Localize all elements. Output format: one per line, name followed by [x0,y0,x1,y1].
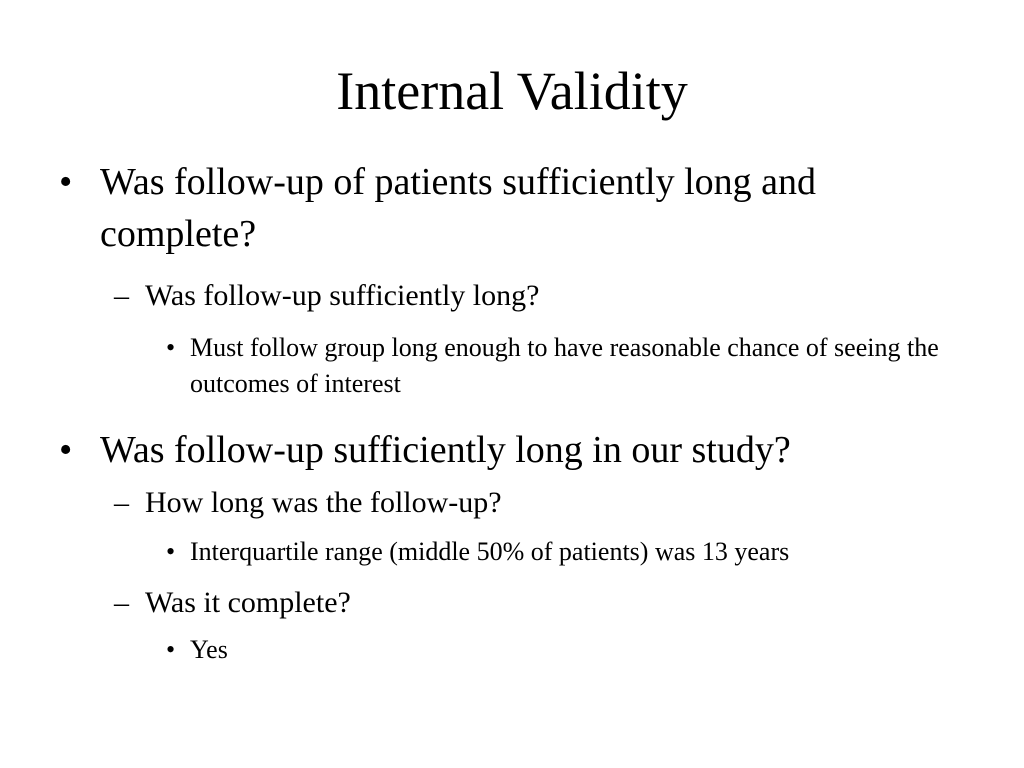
bullet-marker: • [166,635,176,664]
bullet-marker: • [166,333,176,362]
bullet-level2 [114,276,984,316]
dash-marker: – [114,486,129,519]
bullet-text: How long was the follow-up? [145,486,502,519]
bullet-level3 [166,534,986,570]
bullet-text: Was it complete? [145,586,351,619]
slide-title: Internal Validity [336,61,688,121]
bullet-text: Interquartile range (middle 50% of patients) was 13 years [190,537,790,566]
bullet-text: Must follow group long enough to have reasonable chance of seeing the outcomes of interest [190,333,939,398]
bullet-level1 [59,424,969,476]
bullet-text: Was follow-up sufficiently long in our study? [100,429,791,471]
bullet-level1 [59,156,969,260]
bullet-level3 [166,330,986,402]
bullet-marker: • [59,161,73,203]
bullet-text: Was follow-up sufficiently long? [145,279,540,312]
dash-marker: – [114,279,129,312]
bullet-marker: • [59,429,73,471]
bullet-level2 [114,483,984,523]
bullet-level3 [166,632,986,668]
dash-marker: – [114,586,129,619]
bullet-text: Yes [190,635,228,664]
bullet-marker: • [166,537,176,566]
bullet-text: Was follow-up of patients sufficiently long and complete? [100,161,816,255]
bullet-level2 [114,583,984,623]
